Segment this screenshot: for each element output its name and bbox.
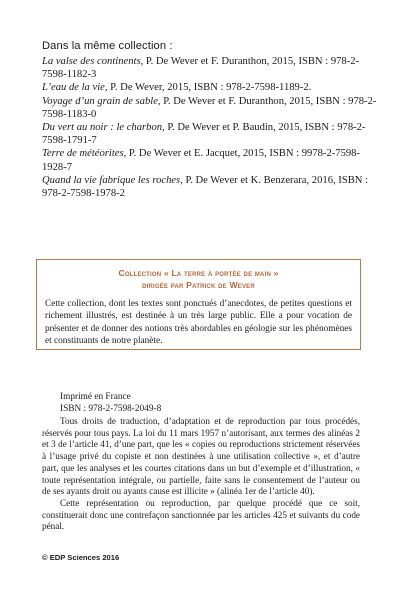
book-entry bbox=[42, 121, 382, 147]
imprint bbox=[60, 392, 360, 415]
imprint-country: Imprimé en France bbox=[60, 392, 131, 402]
book-entry bbox=[42, 55, 382, 81]
collection-box-title-line1: Collection « La terre à portée de main » bbox=[118, 268, 279, 278]
book-title: Terre de météorites bbox=[42, 148, 124, 160]
collection-box-title-line2: dirigée par Patrick de Wever bbox=[142, 279, 255, 290]
book-entry bbox=[42, 147, 382, 173]
rights-notice bbox=[42, 416, 360, 533]
collection-box-title bbox=[37, 268, 360, 291]
rights-paragraph: Cette représentation ou reproduction, par quelque procédé que ce soit, constituerait donc une contrefaçon sanctionnée par les articles 425 et suivants du code pénal. bbox=[42, 497, 360, 532]
book-details: , P. De Wever et F. Duranthon, 2015, ISBN : 978-2-7598-1183-0 bbox=[42, 95, 377, 120]
collection-box-body: Cette collection, dont les textes sont ponctués d’anecdotes, de petites questions et richement illustrés, est destinée à un très large public. Elle a pour vocation de présenter et de donner des notions très abordables en géologie sur les phénomènes et constituants de notre planète. bbox=[45, 299, 352, 347]
book-details: , P. De Wever et E. Jacquet, 2015, ISBN : 9978-2-7598-1928-7 bbox=[42, 148, 360, 173]
collection-info-box bbox=[36, 259, 361, 350]
book-details: , P. De Wever et K. Benzerara, 2016, ISBN : 978-2-7598-1978-2 bbox=[42, 174, 369, 200]
book-title: Du vert au noir : le charbon bbox=[42, 122, 163, 134]
copyright-footer: © EDP Sciences 2016 bbox=[42, 553, 120, 562]
book-title: La valse des continents bbox=[42, 56, 141, 67]
rights-paragraph: Tous droits de traduction, d’adaptation et de reproduction par tous procédés, réservés pour tous pays. La loi du 11 mars 1957 n’autorisant, aux termes des alinéas 2 et 3 de l’article 41, d’une part, que les « copies ou reproductions strictement réservées à l’usage privé du copiste et non destinées à une utilisation collective », et d’autre part, que les analyses et les courtes citations dans un but d’exemple et d’illustration, « toute représentation intégrale, ou partielle, faite sans le consentement de l’auteur ou de ses ayants droit ou ayants cause est illicite » (alinéa 1er de l’article 40). bbox=[42, 416, 360, 497]
imprint-isbn: ISBN : 978-2-7598-2049-8 bbox=[60, 403, 162, 414]
book-entry bbox=[42, 81, 382, 94]
book-list bbox=[42, 55, 382, 200]
book-details: , P. De Wever et P. Baudin, 2015, ISBN : 978-2-7598-1791-7 bbox=[42, 122, 366, 147]
book-title: Voyage d’un grain de sable bbox=[42, 95, 158, 107]
collection-heading: Dans la même collection : bbox=[42, 40, 173, 52]
book-entry bbox=[42, 174, 382, 200]
book-title: Quand la vie fabrique les roches bbox=[42, 174, 181, 186]
book-title: L’eau de la vie bbox=[42, 82, 105, 94]
book-entry bbox=[42, 95, 382, 121]
book-details: , P. De Wever, 2015, ISBN : 978-2-7598-1189-2. bbox=[104, 82, 312, 94]
book-details: , P. De Wever et F. Duranthon, 2015, ISBN : 978-2-7598-1182-3 bbox=[42, 56, 360, 81]
